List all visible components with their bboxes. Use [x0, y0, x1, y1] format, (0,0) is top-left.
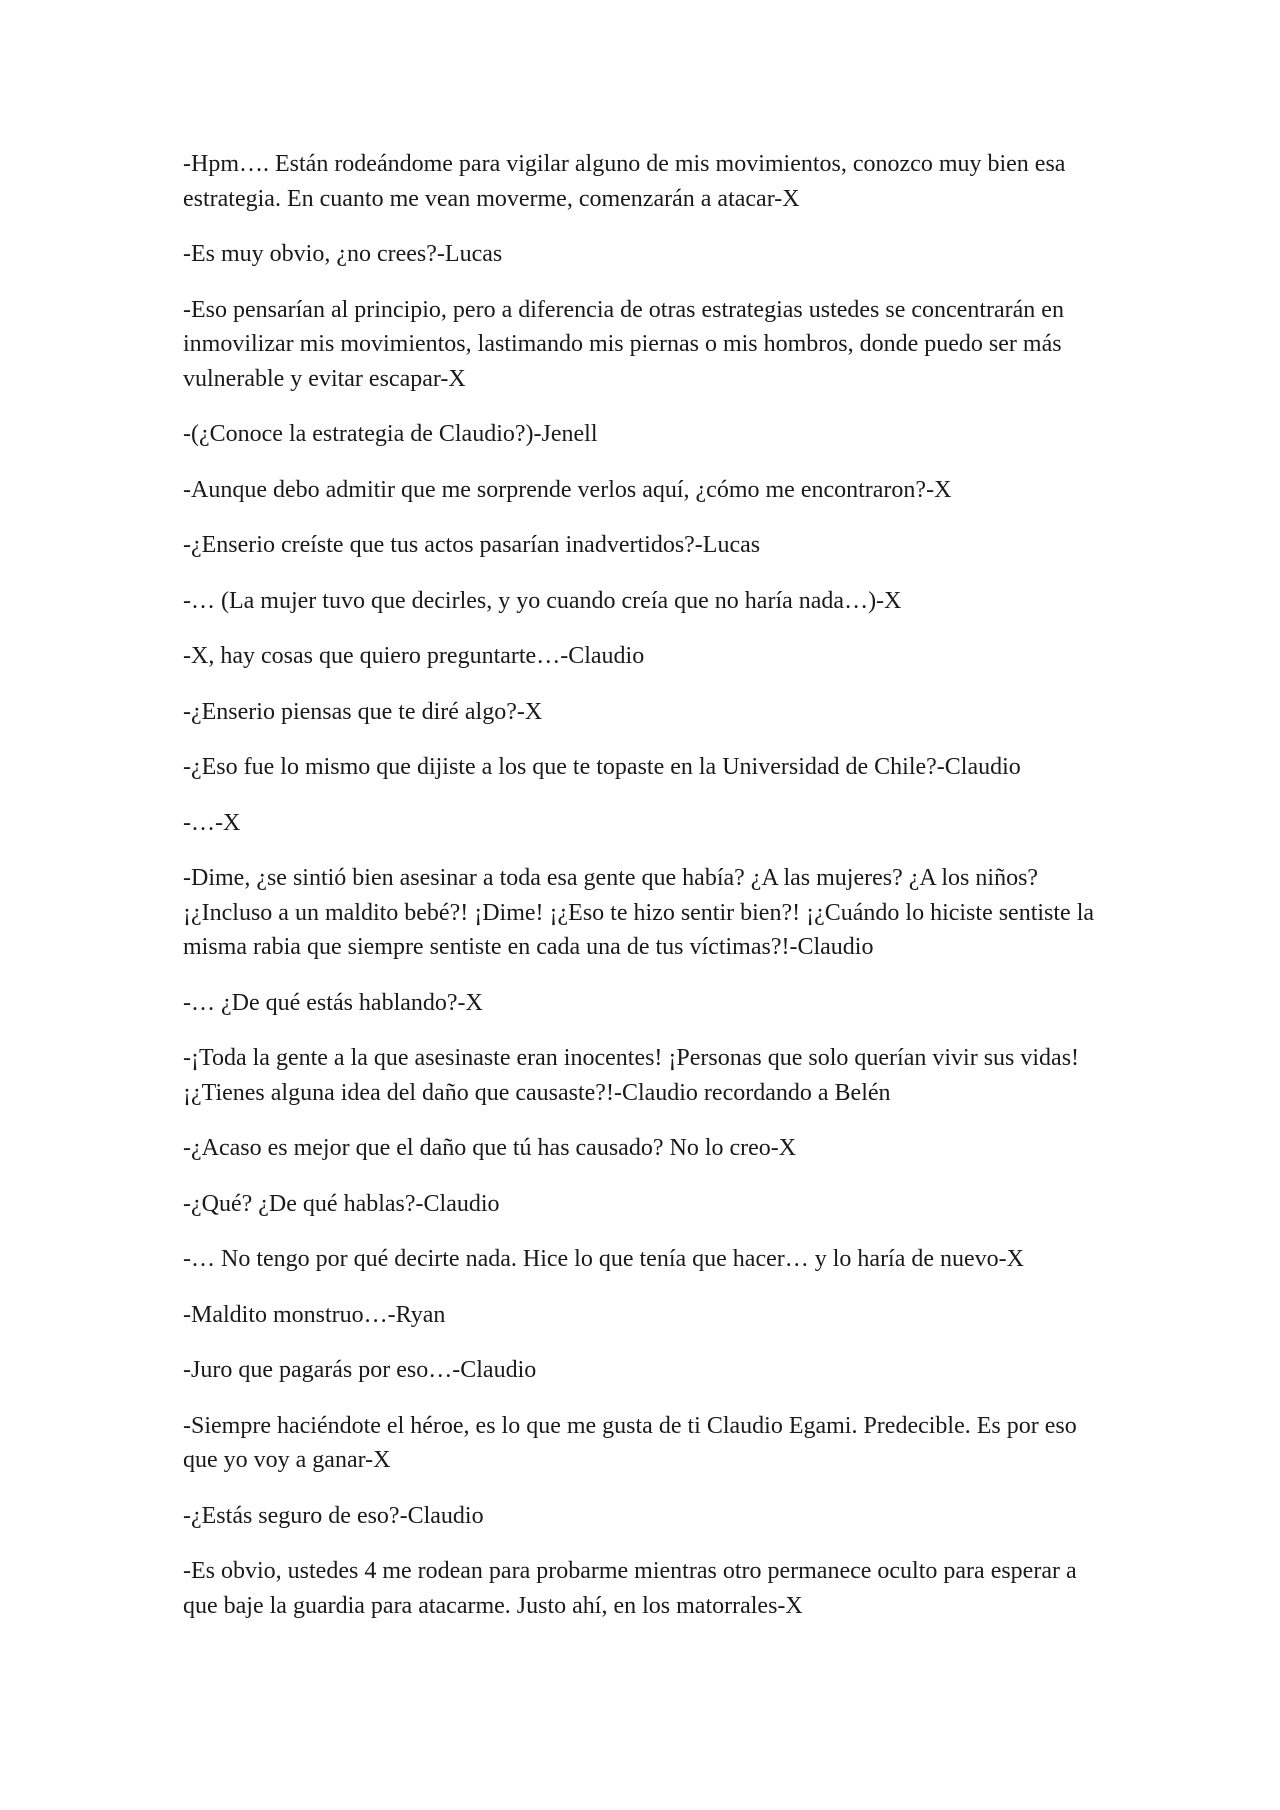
dialogue-line: -Es muy obvio, ¿no crees?-Lucas: [183, 241, 503, 267]
dialogue-line: -… No tengo por qué decirte nada. Hice lo que tenía que hacer… y lo haría de nuevo-X: [183, 1246, 1025, 1272]
dialogue-line: -Juro que pagarás por eso…-Claudio: [183, 1357, 537, 1383]
dialogue-line: -¿Enserio piensas que te diré algo?-X: [183, 698, 543, 725]
dialogue-line: -¿Qué? ¿De qué hablas?-Claudio: [183, 1190, 500, 1217]
dialogue-line: -Dime, ¿se sintió bien asesinar a toda esa gente que había? ¿A las mujeres? ¿A los niños? ¡¿Incluso a un maldito bebé?! ¡Dime! ¡¿Eso te hizo sentir bien?! ¡¿Cuándo lo hiciste sentiste la misma rabia que siempre sentiste en cada una de tus víctimas?!-Claudio: [183, 865, 1095, 960]
dialogue-line: -¿Estás seguro de eso?-Claudio: [183, 1502, 484, 1529]
dialogue-line: -(¿Conoce la estrategia de Claudio?)-Jenell: [183, 421, 598, 447]
dialogue-line: -… (La mujer tuvo que decirles, y yo cuando creía que no haría nada…)-X: [183, 587, 902, 614]
document-body: [183, 147, 1098, 1644]
dialogue-line: -…-X: [183, 809, 241, 836]
dialogue-line: -¿Enserio creíste que tus actos pasarían inadvertidos?-Lucas: [183, 532, 761, 558]
dialogue-line: -X, hay cosas que quiero preguntarte…-Claudio: [183, 643, 645, 669]
dialogue-line: -Hpm…. Están rodeándome para vigilar alguno de mis movimientos, conozco muy bien esa estrategia. En cuanto me vean moverme, comenzarán a atacar-X: [183, 151, 1066, 212]
dialogue-line: -Es obvio, ustedes 4 me rodean para probarme mientras otro permanece oculto para esperar a que baje la guardia para atacarme. Justo ahí, en los matorrales-X: [183, 1558, 1077, 1619]
dialogue-line: -Eso pensarían al principio, pero a diferencia de otras estrategias ustedes se concentrarán en inmovilizar mis movimientos, lastimando mis piernas o mis hombros, donde puedo ser más vulnerable y evitar escapar-X: [183, 296, 1064, 392]
dialogue-line: -Maldito monstruo…-Ryan: [183, 1301, 446, 1328]
dialogue-line: -Siempre haciéndote el héroe, es lo que me gusta de ti Claudio Egami. Predecible. Es por eso que yo voy a ganar-X: [183, 1412, 1077, 1473]
dialogue-line: -¿Eso fue lo mismo que dijiste a los que te topaste en la Universidad de Chile?-Claudio: [183, 754, 1021, 780]
dialogue-line: -… ¿De qué estás hablando?-X: [183, 989, 483, 1016]
dialogue-line: -¿Acaso es mejor que el daño que tú has causado? No lo creo-X: [183, 1135, 797, 1161]
dialogue-line: -¡Toda la gente a la que asesinaste eran inocentes! ¡Personas que solo querían vivir sus vidas! ¡¿Tienes alguna idea del daño que causaste?!-Claudio recordando a Belén: [183, 1045, 1080, 1106]
dialogue-line: -Aunque debo admitir que me sorprende verlos aquí, ¿cómo me encontraron?-X: [183, 476, 952, 503]
